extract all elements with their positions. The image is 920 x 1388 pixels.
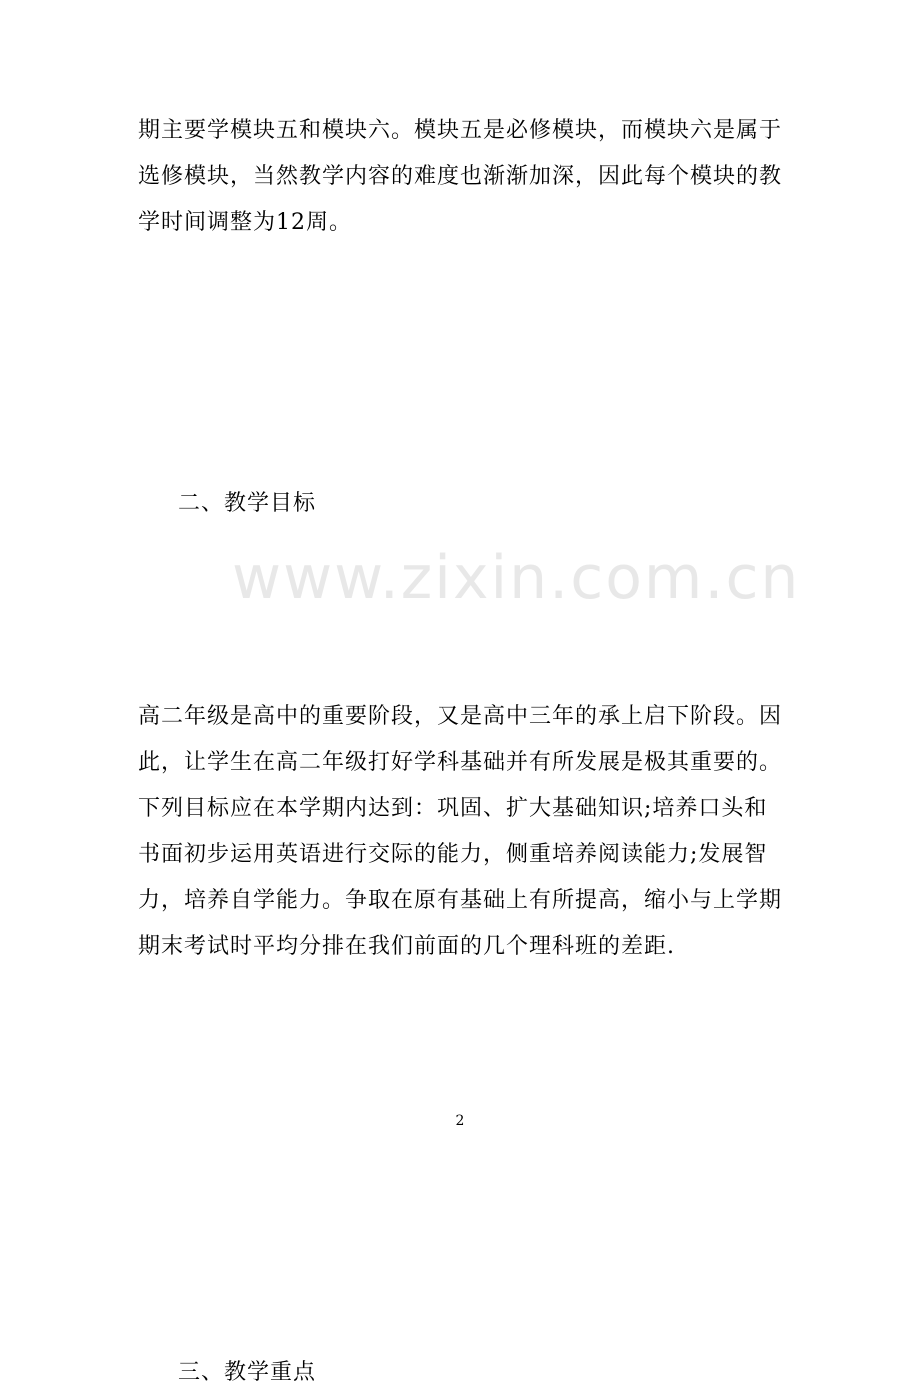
paragraph-module-schedule: 期主要学模块五和模块六。模块五是必修模块，而模块六是属于选修模块，当然教学内容的难度也渐渐加深，因此每个模块的教学时间调整为12周。 — [138, 118, 783, 235]
watermark: www.zixin.com.cn — [232, 543, 801, 613]
paragraph-teaching-goals: 高二年级是高中的重要阶段，又是高中三年的承上启下阶段。因此，让学生在高二年级打好学科基础并有所发展是极其重要的。下列目标应在本学期内达到：巩固、扩大基础知识;培养口头和书面初步运用英语进行交际的能力，侧重培养阅读能力;发展智力，培养自学能力。争取在原有基础上有所提高，缩小与上学期期末考试时平均分排在我们前面的几个理科班的差距. — [138, 704, 783, 959]
page-number: 2 — [455, 1113, 465, 1129]
heading-teaching-goals: 二、教学目标 — [178, 491, 317, 516]
heading-teaching-focus: 三、教学重点 — [178, 1360, 317, 1385]
